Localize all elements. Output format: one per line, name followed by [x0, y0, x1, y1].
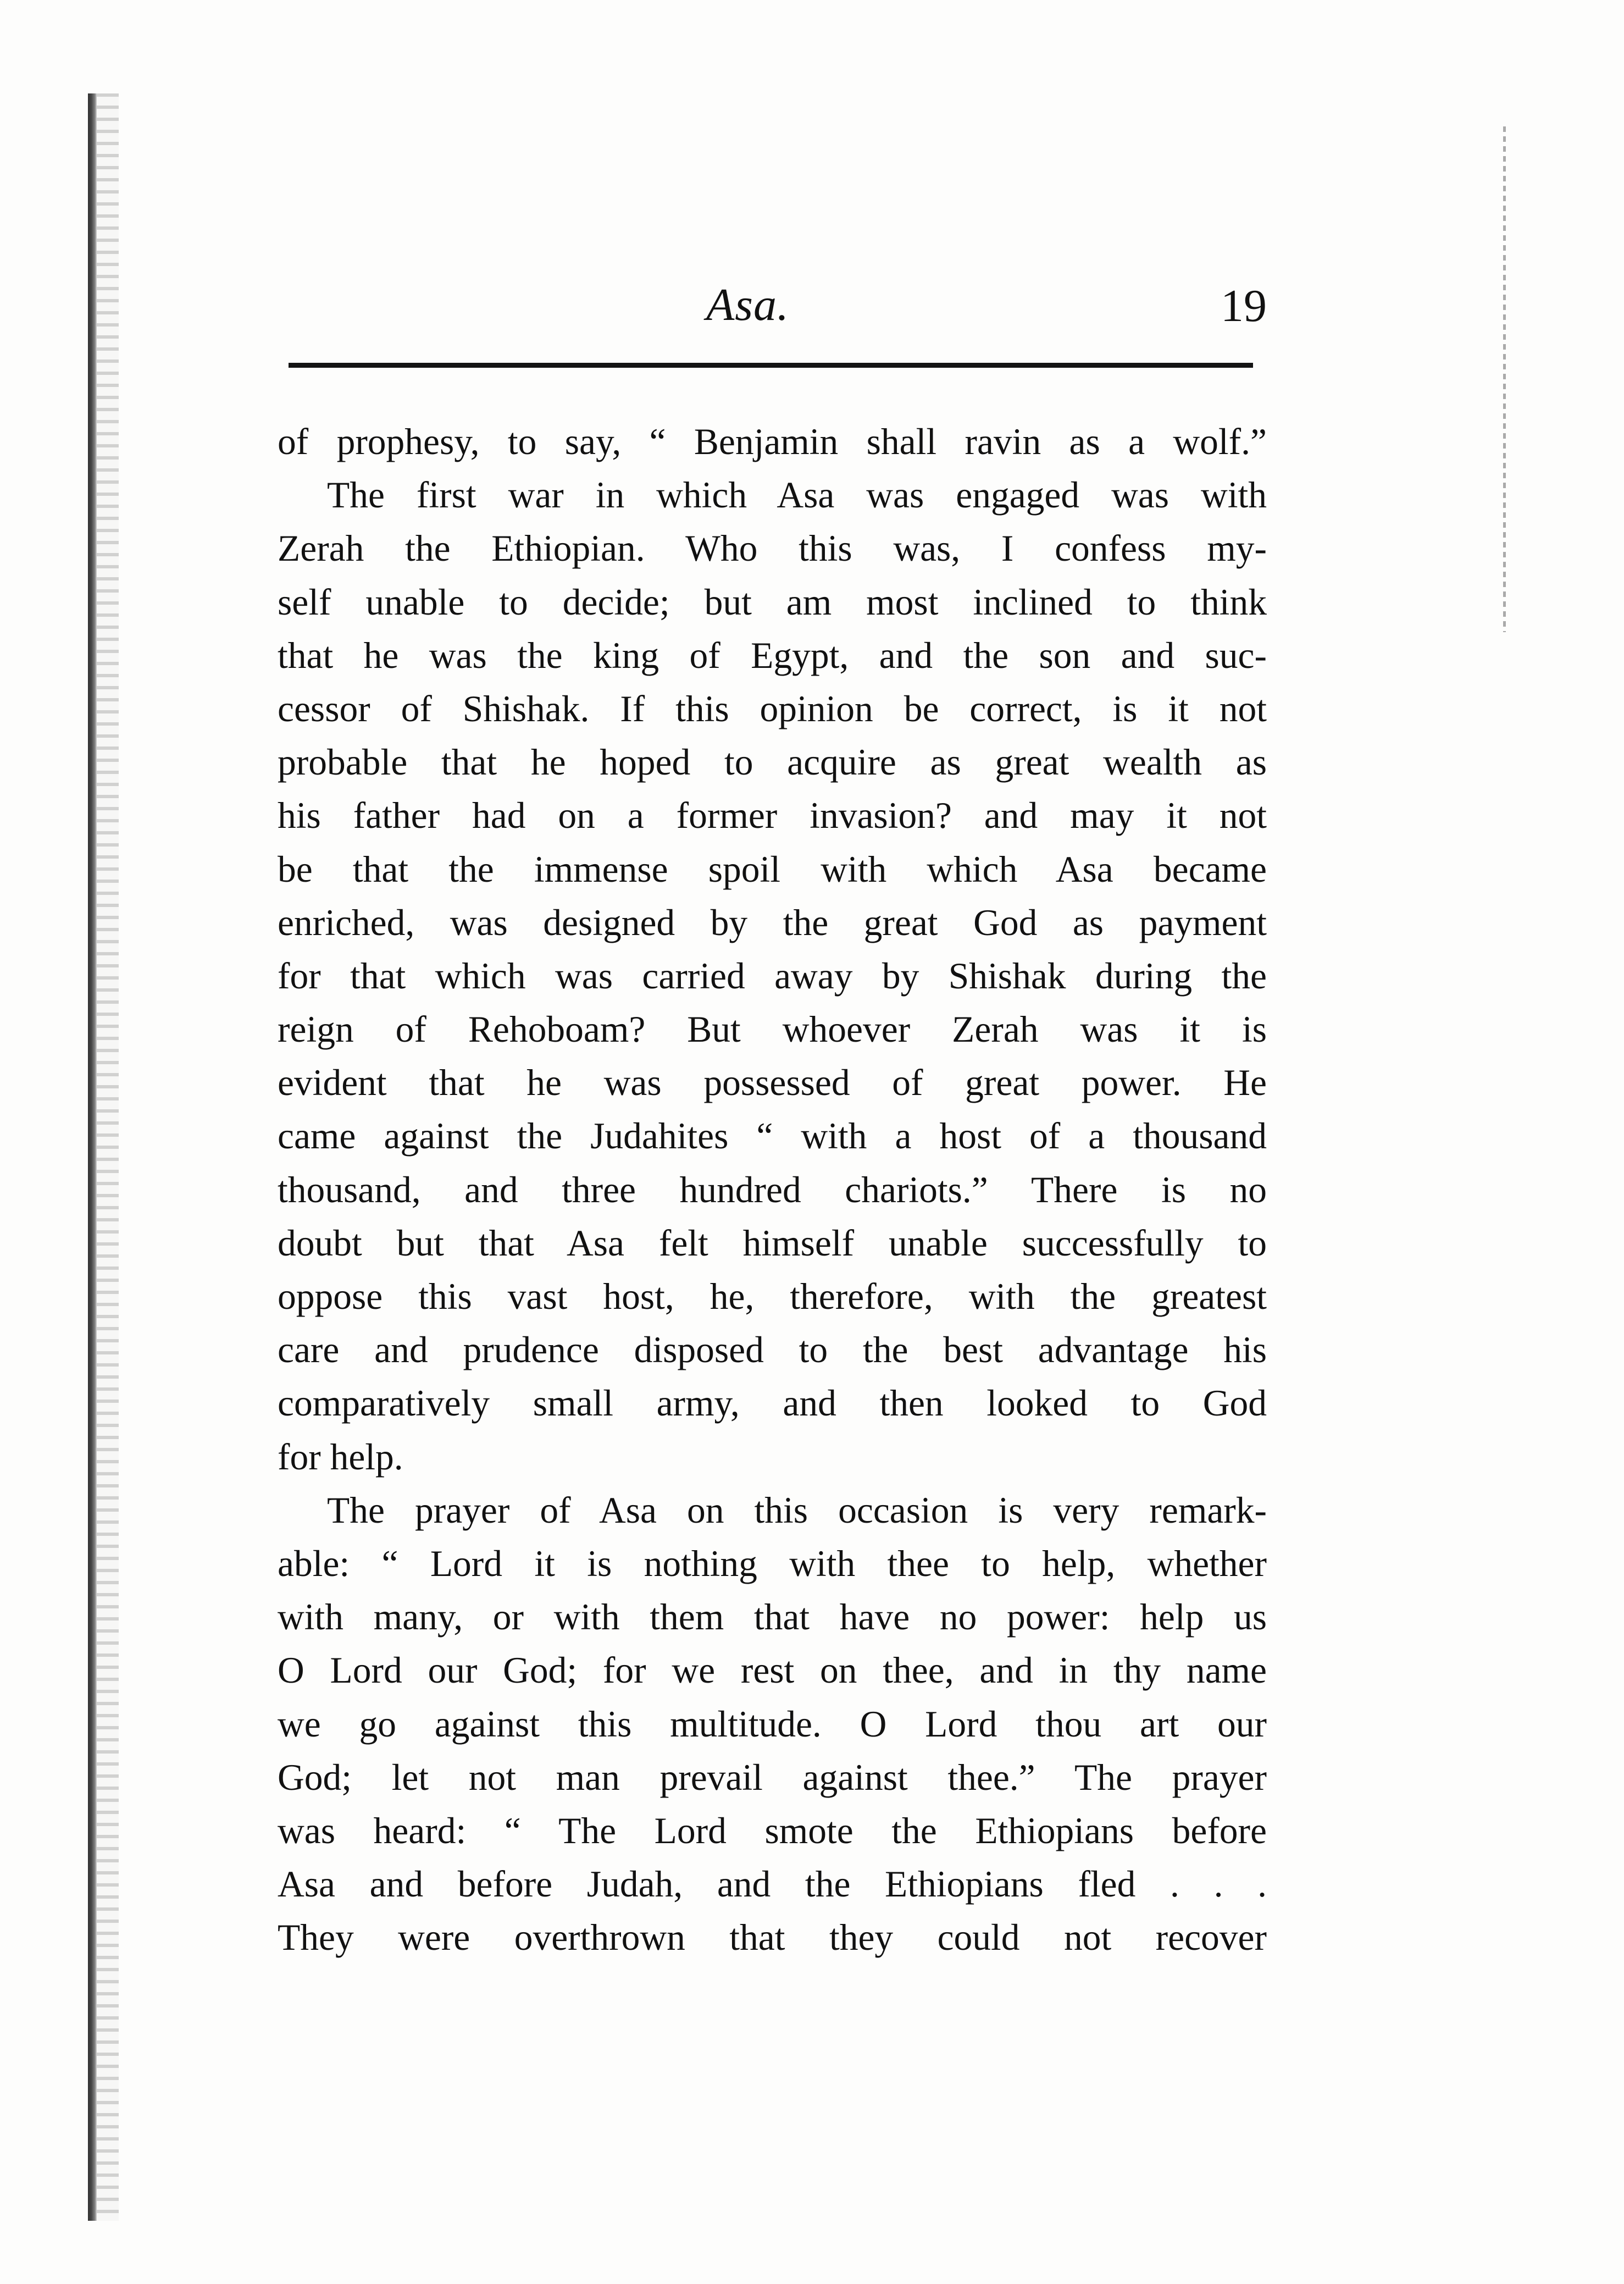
binding-edge	[88, 93, 97, 2221]
text-line: of prophesy, to say, “ Benjamin shall ravin as a wolf.”	[278, 421, 1267, 462]
text-line: his father had on a former invasion? and may it not	[278, 795, 1267, 837]
text-line: God; let not man prevail against thee.” The prayer	[278, 1756, 1267, 1798]
text-line: self unable to decide; but am most inclined to think	[278, 581, 1267, 623]
text-line: came against the Judahites “ with a host of a thousand	[278, 1115, 1267, 1157]
text-line: able: “ Lord it is nothing with thee to help, whether	[278, 1542, 1267, 1584]
header-rule	[289, 363, 1253, 368]
text-line: care and prudence disposed to the best advantage his	[278, 1329, 1267, 1371]
text-line: O Lord our God; for we rest on thee, and in thy name	[278, 1650, 1267, 1691]
text-line: Zerah the Ethiopian. Who this was, I confess my-	[278, 528, 1267, 569]
page-number: 19	[1221, 280, 1267, 331]
text-line: enriched, was designed by the great God as payment	[278, 902, 1267, 943]
binding-shadow	[97, 93, 119, 2221]
text-line: with many, or with them that have no power: help us	[278, 1596, 1267, 1638]
text-line: oppose this vast host, he, therefore, with the greatest	[278, 1276, 1267, 1317]
text-line: for help.	[278, 1436, 403, 1478]
text-line: evident that he was possessed of great power. He	[278, 1062, 1267, 1104]
text-line: probable that he hoped to acquire as great wealth as	[278, 742, 1267, 783]
text-line: cessor of Shishak. If this opinion be correct, is it not	[278, 688, 1267, 729]
text-line: They were overthrown that they could not recover	[278, 1917, 1267, 1959]
text-line: we go against this multitude. O Lord thou art our	[278, 1703, 1267, 1745]
text-line: comparatively small army, and then looked to God	[278, 1382, 1267, 1424]
text-line: be that the immense spoil with which Asa became	[278, 848, 1267, 890]
text-line: thousand, and three hundred chariots.” There is no	[278, 1169, 1267, 1210]
page-edge-marks	[1503, 126, 1506, 632]
text-line: for that which was carried away by Shishak during the	[278, 955, 1267, 997]
text-line: that he was the king of Egypt, and the son and suc-	[278, 634, 1267, 676]
text-line: reign of Rehoboam? But whoever Zerah was it is	[278, 1009, 1267, 1050]
text-line: was heard: “ The Lord smote the Ethiopians before	[278, 1810, 1267, 1851]
running-header	[278, 275, 1267, 346]
body-text	[278, 415, 1267, 1964]
running-title: Asa.	[706, 279, 789, 330]
text-line: Asa and before Judah, and the Ethiopians fled . . .	[278, 1863, 1267, 1905]
text-line: The first war in which Asa was engaged was with	[327, 474, 1267, 516]
text-line: The prayer of Asa on this occasion is very remark-	[327, 1489, 1267, 1531]
text-line: doubt but that Asa felt himself unable successfully to	[278, 1222, 1267, 1264]
